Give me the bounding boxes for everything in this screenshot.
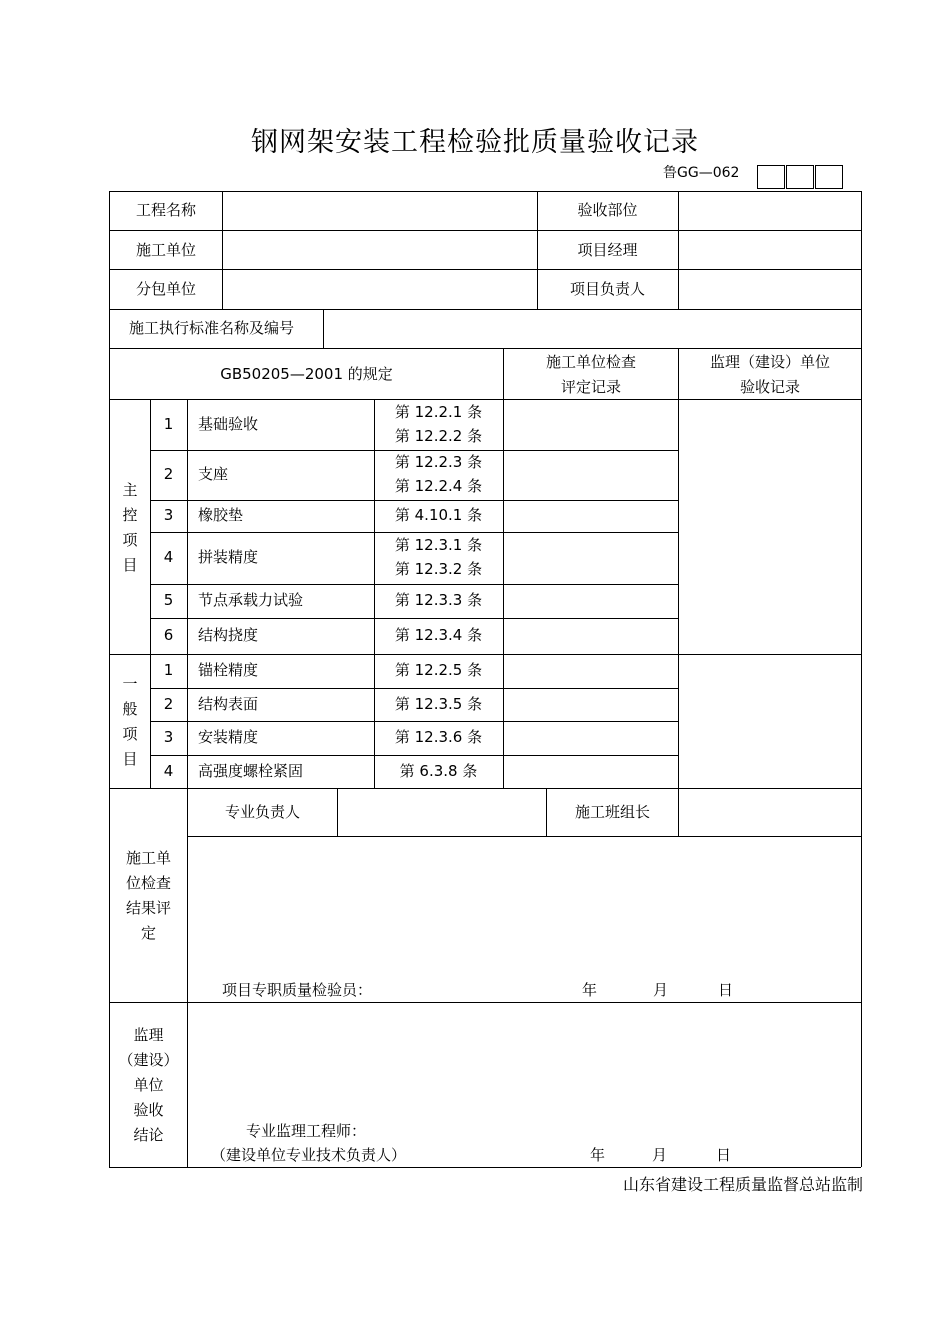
- general-item-no: 4: [163, 761, 174, 780]
- check-month-label: 月: [653, 981, 669, 999]
- standard-label: 施工执行标准名称及编号: [129, 319, 295, 337]
- code-box-1[interactable]: [757, 165, 785, 189]
- main-item-clause: 第 12.3.4 条: [394, 626, 483, 644]
- main-item-no: 6: [163, 626, 174, 644]
- engineer-label: 专业监理工程师：: [246, 1122, 367, 1140]
- main-item-check-record[interactable]: [504, 585, 677, 617]
- check-result-content[interactable]: [188, 837, 861, 977]
- general-item-name: 锚栓精度: [198, 661, 259, 679]
- main-item-clause: 第 12.3.1 条: [394, 536, 483, 554]
- main-item-check-record[interactable]: [504, 400, 677, 449]
- project-leader-field[interactable]: [679, 270, 861, 308]
- general-item-clause: 第 6.3.8 条: [399, 761, 478, 780]
- main-item-clause: 第 12.2.1 条: [394, 402, 483, 421]
- project-leader-label: 项目负责人: [569, 280, 645, 298]
- footer-issuer: 山东省建设工程质量监督总站监制: [622, 1175, 863, 1194]
- main-item-check-record[interactable]: [504, 533, 677, 583]
- general-supervision-record[interactable]: [679, 655, 860, 787]
- general-item-check-record[interactable]: [504, 689, 677, 720]
- main-item-name: 基础验收: [198, 414, 259, 433]
- main-item-name: 支座: [198, 465, 229, 483]
- team-leader-field[interactable]: [679, 790, 861, 835]
- main-control-label: 主 控 项 目: [122, 481, 138, 574]
- general-item-no: 3: [163, 728, 174, 746]
- main-item-no: 4: [163, 548, 174, 566]
- check-day-label: 日: [718, 981, 734, 999]
- general-item-check-record[interactable]: [504, 655, 677, 687]
- project-name-field[interactable]: [223, 192, 537, 230]
- grid-line: [861, 191, 862, 1167]
- main-item-name: 结构挠度: [198, 626, 259, 644]
- specialist-field[interactable]: [338, 790, 546, 835]
- code-box-2[interactable]: [786, 165, 814, 189]
- general-item-name: 安装精度: [198, 728, 259, 746]
- general-item-clause: 第 12.3.6 条: [394, 728, 483, 746]
- main-item-no: 2: [163, 465, 174, 483]
- construction-unit-field[interactable]: [223, 231, 537, 269]
- grid-line: [109, 1167, 861, 1168]
- grid-line: [109, 788, 861, 789]
- main-item-check-record[interactable]: [504, 501, 677, 531]
- supervision-year-label: 年: [590, 1146, 606, 1164]
- spec-header: GB50205—2001 的规定: [220, 365, 393, 383]
- supervision-header-1: 监理（建设）单位: [709, 353, 830, 371]
- main-item-name: 橡胶垫: [198, 506, 244, 524]
- construction-check-header-1: 施工单位检查: [545, 353, 636, 371]
- project-manager-field[interactable]: [679, 231, 861, 269]
- main-item-clause: 第 12.2.3 条: [394, 453, 483, 471]
- project-manager-label: 项目经理: [577, 241, 638, 259]
- main-item-no: 3: [163, 506, 174, 524]
- main-item-no: 5: [163, 591, 174, 609]
- grid-line: [109, 1002, 861, 1003]
- check-result-label: 施工单 位检查 结果评 定: [125, 849, 171, 942]
- construction-unit-label: 施工单位: [135, 241, 196, 259]
- code-box-3[interactable]: [815, 165, 843, 189]
- specialist-label: 专业负责人: [224, 803, 300, 821]
- general-items-label: 一 般 项 目: [122, 675, 138, 768]
- page-title: 钢网架安装工程检验批质量验收记录: [251, 127, 699, 158]
- general-item-name: 高强度螺栓紧固: [198, 761, 304, 780]
- grid-line: [109, 348, 861, 349]
- main-item-clause: 第 4.10.1 条: [394, 506, 483, 524]
- main-item-clause: 第 12.2.2 条: [394, 426, 483, 445]
- team-leader-label: 施工班组长: [574, 803, 650, 821]
- check-year-label: 年: [582, 981, 598, 999]
- tech-leader-label: （建设单位专业技术负责人）: [211, 1146, 407, 1164]
- form-code: 鲁GG—062: [663, 165, 740, 181]
- project-name-label: 工程名称: [135, 201, 196, 219]
- general-item-check-record[interactable]: [504, 722, 677, 754]
- acceptance-part-label: 验收部位: [577, 201, 638, 219]
- general-item-no: 2: [163, 694, 174, 713]
- main-item-clause: 第 12.3.2 条: [394, 560, 483, 578]
- supervision-day-label: 日: [716, 1146, 732, 1164]
- general-item-check-record[interactable]: [504, 756, 677, 787]
- main-item-check-record[interactable]: [504, 619, 677, 653]
- general-item-name: 结构表面: [198, 694, 259, 713]
- general-item-clause: 第 12.3.5 条: [394, 694, 483, 713]
- main-item-clause: 第 12.2.4 条: [394, 477, 483, 495]
- main-item-name: 节点承载力试验: [198, 591, 304, 609]
- acceptance-part-field[interactable]: [679, 192, 861, 230]
- standard-field[interactable]: [323, 310, 861, 348]
- main-supervision-record[interactable]: [679, 400, 860, 653]
- general-item-clause: 第 12.2.5 条: [394, 661, 483, 679]
- main-item-no: 1: [163, 414, 174, 433]
- main-item-check-record[interactable]: [504, 451, 677, 499]
- supervision-header-2: 验收记录: [739, 378, 800, 396]
- supervision-conclusion-content[interactable]: [188, 1004, 861, 1116]
- main-item-clause: 第 12.3.3 条: [394, 591, 483, 609]
- main-item-name: 拼装精度: [198, 548, 259, 566]
- general-item-no: 1: [163, 661, 174, 679]
- grid-line: [187, 399, 188, 788]
- supervision-month-label: 月: [652, 1146, 668, 1164]
- subcontract-unit-label: 分包单位: [135, 280, 196, 298]
- inspector-label: 项目专职质量检验员：: [222, 981, 373, 999]
- construction-check-header-2: 评定记录: [560, 378, 621, 396]
- subcontract-unit-field[interactable]: [223, 270, 537, 308]
- supervision-conclusion-label: 监理 （建设） 单位 验收 结论: [118, 1026, 179, 1144]
